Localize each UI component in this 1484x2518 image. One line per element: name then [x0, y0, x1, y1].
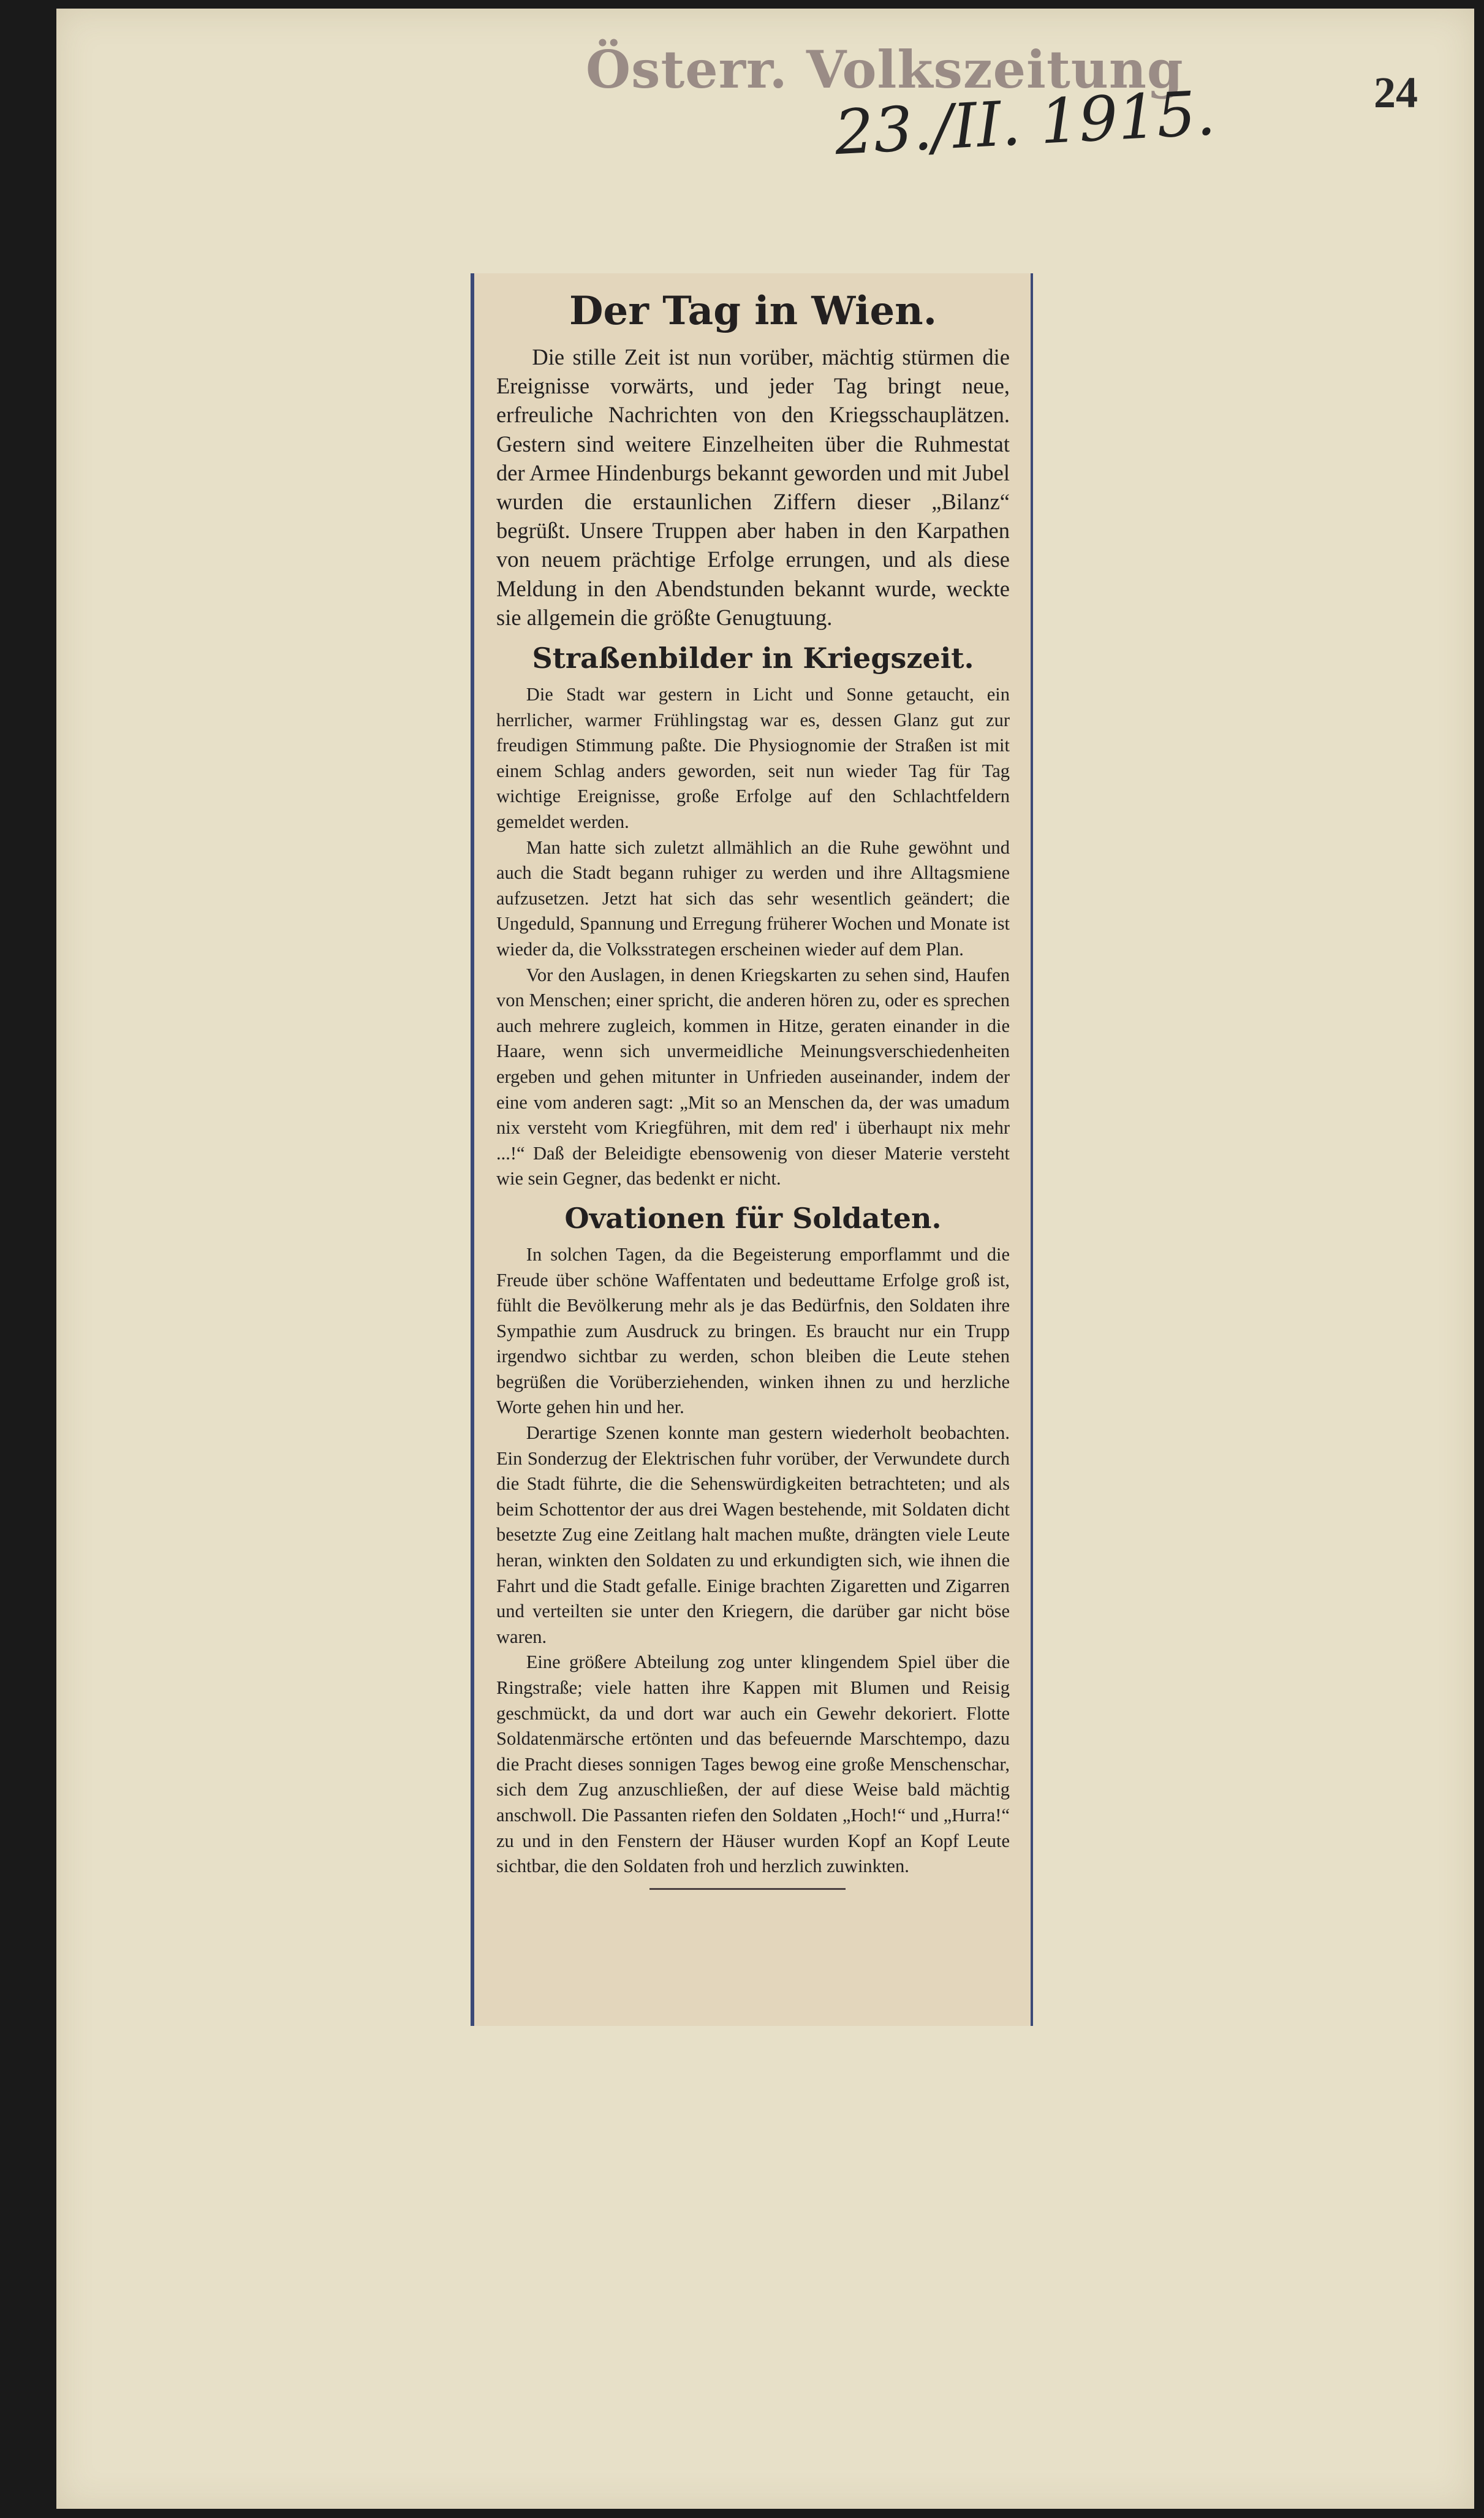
section-heading-ovations: Ovationen für Soldaten. — [564, 1201, 942, 1235]
article-paragraph: Die Stadt war gestern in Licht und Sonne getaucht, ein herrlicher, warmer Frühlingstag war es, dessen Glanz gut zur freudigen Stimmung paßte. Die Physiognomie der Straßen ist mit einem Schlag anders geworden, seit nun wieder Tag für Tag wichtige Ereignisse, große Erfolge auf den Schlachtfeldern gemeldet werden. — [496, 684, 1010, 832]
article-intro: Die stille Zeit ist nun vorüber, mächtig stürmen die Ereignisse vorwärts, und jeder Tag bringt neue, erfreuliche Nachrichten von den Kriegsschauplätzen. Gestern sind weitere Einzelheiten über die Ruhmestat der Armee Hindenburgs bekannt geworden und mit Jubel wurden die erstaunlichen Ziffern dieser „Bilanz“ begrüßt. Unsere Truppen aber haben in den Karpathen von neuem prächtige Erfolge errungen, und als diese Meldung in den Abendstunden bekannt wurde, weckte sie allgemein die größte Genugtuung. — [496, 344, 1010, 630]
section-heading-street-scenes: Straßenbilder in Kriegszeit. — [532, 642, 974, 675]
end-rule — [649, 1888, 846, 1890]
article-paragraph: In solchen Tagen, da die Begeisterung emporflammt und die Freude über schöne Waffentaten und bedeuttame Erfolge groß ist, fühlt die Bevölkerung mehr als je das Bedürfnis, den Soldaten ihre Sympathie zum Ausdruck zu bringen. Es braucht nur ein Trupp irgendwo sichtbar zu werden, schon bleiben die Leute stehen begrüßen die Vorüberziehenden, winken ihnen zu und herzliche Worte gehen hin und her. — [496, 1243, 1010, 1418]
article-paragraph: Derartige Szenen konnte man gestern wiederholt beobachten. Ein Sonderzug der Elektrischen fuhr vorüber, der Verwundete durch die Stadt führte, die die Sehenswürdigkeiten betrachteten; und als beim Schottentor der aus drei Wagen bestehende, mit Soldaten dicht besetzte Zug eine Zeitlang halt machen mußte, drängten viele Leute heran, winkten den Soldaten zu und erkundigten sich, wie ihnen die Fahrt und die Stadt gefalle. Einige brachten Zigaretten und Zigarren und verteilten sie unter den Kriegern, die darüber gar nicht böse waren. — [496, 1422, 1010, 1647]
newspaper-clipping — [471, 273, 1033, 2026]
article-headline: Der Tag in Wien. — [569, 288, 937, 334]
article-paragraph: Man hatte sich zuletzt allmählich an die Ruhe gewöhnt und auch die Stadt begann ruhiger zu werden und ihre Alltagsmiene aufzusetzen. Jetzt hat sich das sehr wesentlich geändert; die Ungeduld, Spannung und Erregung früherer Wochen und Monate ist wieder da, die Volksstrategen erscheinen wieder auf dem Plan. — [496, 836, 1010, 960]
article-paragraph: Eine größere Abteilung zog unter klingendem Spiel über die Ringstraße; viele hatten ihre Kappen mit Blumen und Reisig geschmückt, da und dort war auch ein Gewehr dekoriert. Flotte Soldatenmärsche ertönten und das befeuernde Marschtempo, dazu die Pracht dieses sonnigen Tages bewog eine große Menschenschar, sich dem Zug anzuschließen, der auf diese Weise bald mächtig anschwoll. Die Passanten riefen den Soldaten „Hoch!“ und „Hurra!“ zu und in den Fenstern der Häuser wurden Kopf an Kopf Leute sichtbar, die den Soldaten froh und herzlich zuwinkten. — [496, 1651, 1010, 1877]
article-paragraph: Vor den Auslagen, in denen Kriegskarten zu sehen sind, Haufen von Menschen; einer spricht, die anderen hören zu, oder es sprechen auch mehrere zugleich, kommen in Hitze, geraten einander in die Haare, wenn sich unvermeidliche Meinungsverschiedenheiten ergeben und gehen mitunter in Unfrieden auseinander, indem der eine vom anderen sagt: „Mit so an Menschen da, der was umadum nix versteht vom Kriegführen, mit dem red' i überhaupt nix mehr ...!“ Daß der Beleidigte ebensowenig von dieser Materie versteht wie sein Gegner, das bedenkt er nicht. — [496, 964, 1010, 1189]
newspaper-stamp: Österr. Volkszeitung — [586, 39, 1184, 100]
page-number: 24 — [1374, 68, 1418, 117]
handwritten-date: 23./II. 1915. — [833, 77, 1217, 169]
